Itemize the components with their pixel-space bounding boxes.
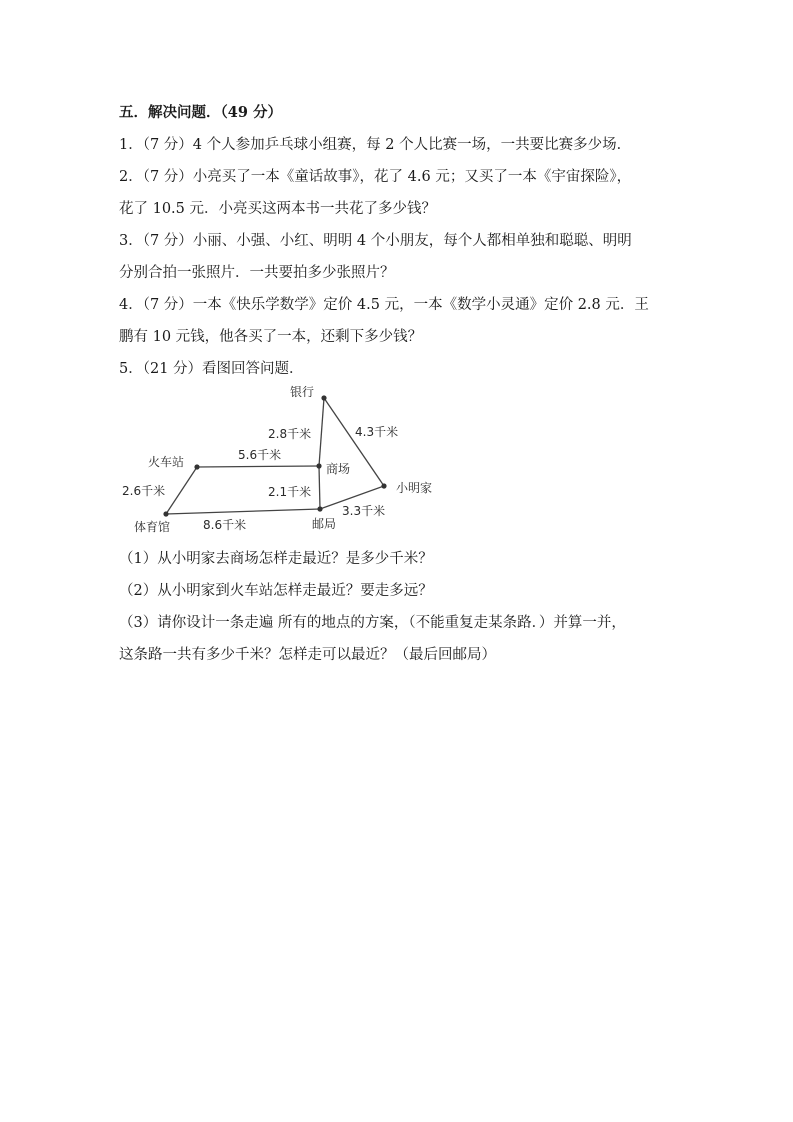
distance-station-mall: 5.6千米 xyxy=(238,448,282,462)
subquestion-3-line-2: 这条路一共有多少千米？怎样走可以最近？（最后回邮局） xyxy=(119,647,496,663)
distance-station-gym: 2.6千米 xyxy=(122,484,166,498)
question-4-line-1: 4．（7 分）一本《快乐学数学》定价 4.5 元，一本《数学小灵通》定价 2.8 元．王 xyxy=(119,297,649,313)
distance-bank-mall: 2.8千米 xyxy=(268,427,312,441)
distance-gym-post: 8.6千米 xyxy=(203,518,247,532)
question-1: 1．（7 分）4 个人参加乒乓球小组赛，每 2 个人比赛一场，一共要比赛多少场． xyxy=(119,137,632,153)
question-2-line-2: 花了 10.5 元．小亮买这两本书一共花了多少钱？ xyxy=(119,201,437,217)
subquestion-3-line-1: （3）请你设计一条走遍 所有的地点的方案，（不能重复走某条路．）并算一并， xyxy=(119,615,626,631)
route-map xyxy=(118,378,448,538)
subquestion-1: （1）从小明家去商场怎样走最近？是多少千米？ xyxy=(119,551,433,567)
distance-post-home: 3.3千米 xyxy=(342,504,386,518)
road-bank-mall xyxy=(319,398,324,466)
road-station-mall xyxy=(197,466,319,467)
subquestion-2: （2）从小明家到火车站怎样走最近？要走多远？ xyxy=(119,583,433,599)
road-station-gym xyxy=(166,467,197,514)
node-bank xyxy=(321,395,326,400)
question-2-line-1: 2．（7 分）小亮买了一本《童话故事》，花了 4.6 元；又买了一本《宇宙探险》， xyxy=(119,169,632,185)
node-gym xyxy=(163,511,168,516)
label-station: 火车站 xyxy=(148,455,185,469)
node-post xyxy=(317,506,322,511)
question-3-line-1: 3．（7 分）小丽、小强、小红、明明 4 个小朋友，每个人都相单独和聪聪、明明 xyxy=(119,233,632,249)
distance-mall-post: 2.1千米 xyxy=(268,485,312,499)
label-bank: 银行 xyxy=(290,385,315,399)
label-post: 邮局 xyxy=(312,517,337,531)
road-gym-post xyxy=(166,509,320,514)
node-mall xyxy=(316,463,321,468)
question-3-line-2: 分别合拍一张照片．一共要拍多少张照片？ xyxy=(119,265,395,281)
node-station xyxy=(194,464,199,469)
road-mall-post xyxy=(319,466,320,509)
label-gym: 体育馆 xyxy=(134,520,171,534)
label-home: 小明家 xyxy=(396,481,433,495)
question-5: 5．（21 分）看图回答问题． xyxy=(119,361,304,377)
label-mall: 商场 xyxy=(326,462,351,476)
question-4-line-2: 鹏有 10 元钱，他各买了一本，还剩下多少钱？ xyxy=(119,329,423,345)
node-home xyxy=(381,483,386,488)
section-title: 五．解决问题．（49 分） xyxy=(119,104,282,121)
distance-bank-home: 4.3千米 xyxy=(355,425,399,439)
